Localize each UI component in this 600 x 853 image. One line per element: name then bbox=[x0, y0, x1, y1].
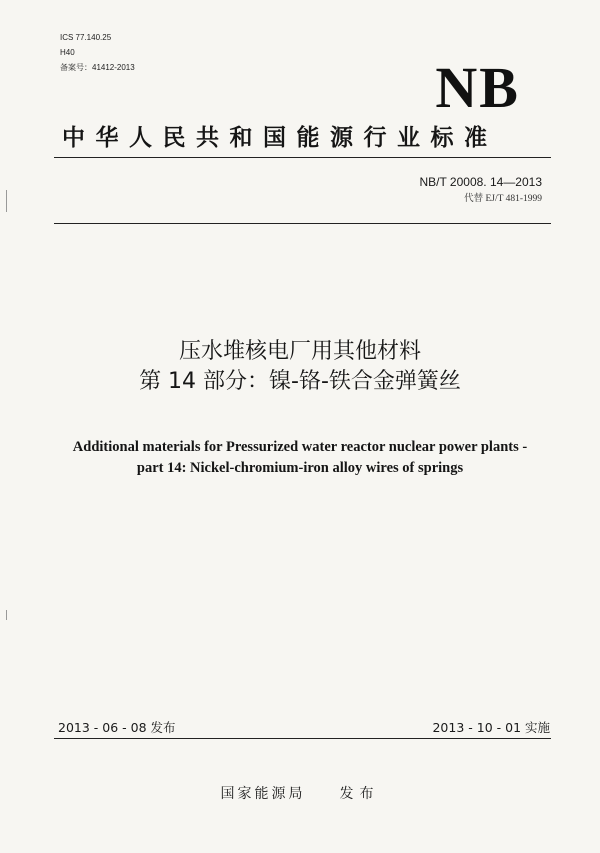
en-title-line2: part 14: Nickel-chromium-iron alloy wires of springs bbox=[136, 460, 464, 476]
issuer-name: 国家能源局 bbox=[220, 786, 306, 802]
header-divider bbox=[54, 223, 551, 224]
standard-number: NB/T 20008. 14—2013 bbox=[419, 175, 542, 189]
issuer-action: 发布 bbox=[339, 786, 380, 802]
nb-logo: NB bbox=[435, 55, 520, 120]
issue-date: 2013 - 06 - 08 发布 bbox=[58, 720, 176, 735]
standard-title: 中华人民共和国能源行业标准 bbox=[62, 125, 498, 151]
filing-number: 备案号：41412-2013 bbox=[60, 63, 135, 72]
clc-code: H40 bbox=[60, 48, 75, 57]
scan-mark bbox=[6, 610, 7, 620]
cn-title-line2: 第 14 部分：镍-铬-铁合金弹簧丝 bbox=[139, 369, 461, 394]
footer-divider bbox=[54, 738, 551, 739]
cn-title-line1: 压水堆核电厂用其他材料 bbox=[178, 339, 421, 364]
issuer-line bbox=[0, 785, 600, 803]
implementation-date: 2013 - 10 - 01 实施 bbox=[432, 720, 550, 735]
en-title-line1: Additional materials for Pressurized water reactor nuclear power plants - bbox=[72, 439, 528, 455]
scan-mark bbox=[6, 190, 7, 212]
replaces-standard: 代替 EJ/T 481-1999 bbox=[464, 194, 542, 204]
ics-code: ICS 77.140.25 bbox=[60, 33, 112, 42]
top-divider bbox=[54, 157, 551, 158]
